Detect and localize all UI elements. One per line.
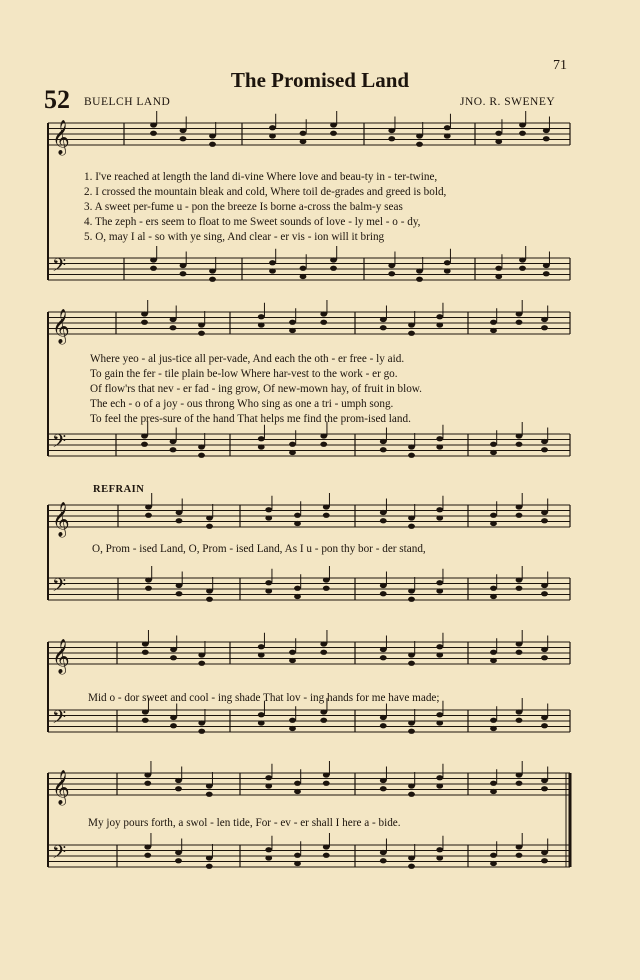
system-3-bass-note	[265, 588, 272, 593]
system-5-treble-note	[294, 789, 301, 794]
system-4-bass-note	[436, 712, 443, 717]
system-5-treble-note	[265, 783, 272, 788]
system-3-treble-note	[380, 518, 387, 523]
verse-5-line-1: 5. O, may I al - so with ye sing, And clear - er vis - ion will it bring	[84, 231, 385, 243]
system-4-treble-note	[380, 647, 387, 652]
system-5-treble-note	[144, 781, 151, 786]
system-4-treble-note	[289, 658, 296, 663]
system-2-treble-note	[408, 322, 415, 327]
system-1-bass-note	[416, 268, 423, 273]
system-2-treble-note	[408, 331, 415, 336]
system-5-bass-note	[380, 850, 387, 855]
system-4-bass-note	[142, 709, 149, 714]
system-5-treble-note	[175, 778, 182, 783]
system-5-bass-note	[516, 844, 523, 849]
system-5-treble-note	[490, 781, 497, 786]
system-4-bass-note	[258, 712, 265, 717]
verse-4-line-2: The ech - o of a joy - ous throng Who sing as one a tri - umph song.	[90, 398, 394, 410]
system-3-bass-note	[541, 583, 548, 588]
system-4-treble-note	[198, 652, 205, 657]
tune-name: BUELCH LAND	[84, 96, 171, 108]
system-5-bass-note	[175, 850, 182, 855]
system-1-treble-note	[300, 139, 307, 144]
system-2-treble-note	[258, 314, 265, 319]
verse-2-line-2: To gain the fer - tile plain be-low Where har-vest to the work - er go.	[90, 368, 398, 380]
system-2-treble-clef-icon: 𝄞	[52, 309, 70, 344]
system-4-bass-note	[408, 720, 415, 725]
system-2-bass-note	[289, 442, 296, 447]
system-3-bass-note	[265, 580, 272, 585]
system-1-bass-note	[388, 271, 395, 276]
system-4-bass-note	[289, 718, 296, 723]
system-4-bass-clef-icon: 𝄢	[52, 707, 67, 733]
system-4-treble-note	[436, 652, 443, 657]
system-4-treble-note	[516, 641, 523, 646]
system-1-treble-note	[416, 133, 423, 138]
system-3-treble-note	[323, 513, 330, 518]
system-1-treble-note	[543, 128, 550, 133]
system-3-treble-note	[206, 515, 213, 520]
system-1-bass-note	[180, 263, 187, 268]
system-3-bass-clef-icon: 𝄢	[52, 575, 67, 601]
system-4-treble-note	[380, 655, 387, 660]
verse-2-line-1: 2. I crossed the mountain bleak and cold, Where toil de-grades and greed is bold,	[84, 186, 447, 198]
system-5-bass-note	[323, 853, 330, 858]
system-5-treble-note	[516, 772, 523, 777]
system-1-treble-note	[150, 131, 157, 136]
system-3-bass-note	[516, 577, 523, 582]
system-2-treble-note	[541, 325, 548, 330]
system-2-treble-note	[289, 320, 296, 325]
system-2-treble-note	[490, 328, 497, 333]
system-3-treble-note	[294, 513, 301, 518]
system-3-treble-clef-icon: 𝄞	[52, 502, 70, 537]
system-2-treble-note	[320, 320, 327, 325]
system-1-bass-note	[519, 257, 526, 262]
system-1-treble-note	[388, 136, 395, 141]
system-1-treble-note	[269, 125, 276, 130]
system-1-bass-note	[150, 266, 157, 271]
system-4-bass-note	[541, 723, 548, 728]
system-2-treble-note	[258, 322, 265, 327]
system-3-bass-note	[408, 597, 415, 602]
system-4-bass-note	[320, 709, 327, 714]
system-2-bass-note	[408, 453, 415, 458]
hymn-number: 52	[44, 85, 70, 114]
system-1-treble-note	[444, 125, 451, 130]
system-3-treble-note	[541, 518, 548, 523]
system-2-treble-note	[541, 317, 548, 322]
system-4-treble-note	[490, 658, 497, 663]
system-2-treble-note	[198, 322, 205, 327]
system-1-bass-note	[150, 257, 157, 262]
system-5-bass-note	[541, 858, 548, 863]
system-2-treble-note	[198, 331, 205, 336]
system-4-treble-note	[170, 647, 177, 652]
system-5-treble-note	[541, 778, 548, 783]
system-2-bass-note	[380, 439, 387, 444]
system-2-bass-note	[170, 447, 177, 452]
system-5-bass-note	[175, 858, 182, 863]
system-3-treble-note	[145, 504, 152, 509]
system-1-treble-note	[180, 136, 187, 141]
system-5-treble-note	[175, 786, 182, 791]
system-3-treble-note	[176, 518, 183, 523]
system-1-treble-clef-icon: 𝄞	[52, 120, 70, 155]
system-5-treble-note	[380, 786, 387, 791]
system-4-treble-note	[320, 650, 327, 655]
system-5-bass-note	[265, 855, 272, 860]
system-1-bass-note	[330, 257, 337, 262]
system-4-treble-note	[320, 641, 327, 646]
system-5-treble-note	[436, 783, 443, 788]
system-1-bass-note	[543, 263, 550, 268]
system-1-treble-note	[495, 131, 502, 136]
system-3-bass-note	[145, 586, 152, 591]
system-5-bass-note	[380, 858, 387, 863]
system-3-bass-note	[408, 588, 415, 593]
system-3-treble-note	[408, 524, 415, 529]
system-2-bass-note	[258, 436, 265, 441]
system-2-bass-note	[436, 444, 443, 449]
system-5-bass-note	[294, 861, 301, 866]
system-2-treble-note	[436, 322, 443, 327]
system-3-treble-note	[294, 521, 301, 526]
system-3-bass-note	[436, 580, 443, 585]
system-1-bass-note	[543, 271, 550, 276]
system-1-bass-note	[388, 263, 395, 268]
system-2-treble-note	[436, 314, 443, 319]
system-3-bass-note	[490, 586, 497, 591]
system-3-treble-note	[516, 504, 523, 509]
system-2-treble-note	[170, 317, 177, 322]
system-2-bass-note	[198, 453, 205, 458]
system-5-bass-note	[541, 850, 548, 855]
system-5-bass-note	[408, 864, 415, 869]
system-3-treble-note	[490, 513, 497, 518]
system-2-bass-note	[141, 433, 148, 438]
system-3-treble-note	[380, 510, 387, 515]
system-2-bass-note	[490, 450, 497, 455]
system-5-bass-note	[144, 853, 151, 858]
verse-1-line-1: 1. I've reached at length the land di-vine Where love and beau-ty in - ter-twine,	[84, 171, 438, 183]
system-4-treble-note	[490, 650, 497, 655]
system-1-bass-note	[209, 277, 216, 282]
system-5-bass-note	[436, 847, 443, 852]
system-3-bass-note	[323, 577, 330, 582]
system-5-treble-note	[436, 775, 443, 780]
system-5-bass-note	[144, 844, 151, 849]
verse-3-line-1: 3. A sweet per-fume u - pon the breeze Is borne a-cross the balm-y seas	[84, 201, 403, 213]
system-2-treble-note	[170, 325, 177, 330]
system-5-treble-note	[541, 786, 548, 791]
system-1-treble-note	[330, 122, 337, 127]
system-4-treble-note	[170, 655, 177, 660]
system-1-bass-note	[209, 268, 216, 273]
system-3-bass-note	[176, 591, 183, 596]
system-2-treble-note	[380, 317, 387, 322]
refrain-line-1: O, Prom - ised Land, O, Prom - ised Land, As I u - pon thy bor - der stand,	[92, 543, 426, 555]
system-3-treble-note	[145, 513, 152, 518]
system-5-treble-note	[490, 789, 497, 794]
system-5-treble-clef-icon: 𝄞	[52, 770, 70, 805]
system-2-bass-note	[408, 444, 415, 449]
system-2-bass-clef-icon: 𝄢	[52, 431, 67, 457]
system-2-bass-note	[541, 439, 548, 444]
system-3-bass-note	[436, 588, 443, 593]
system-3-treble-note	[490, 521, 497, 526]
system-5-bass-note	[265, 847, 272, 852]
refrain-line-2: Mid o - dor sweet and cool - ing shade That lov - ing hands for me have made;	[88, 692, 440, 704]
system-5-treble-note	[408, 783, 415, 788]
system-4-treble-note	[436, 644, 443, 649]
system-4-bass-note	[380, 723, 387, 728]
verse-4-line-1: 4. The zeph - ers seem to float to me Sweet sounds of love - ly mel - o - dy,	[84, 216, 421, 228]
system-1-bass-note	[416, 277, 423, 282]
system-5-bass-note	[490, 853, 497, 858]
system-1-treble-note	[388, 128, 395, 133]
verse-1-line-2: Where yeo - al jus-tice all per-vade, And each the oth - er free - ly aid.	[90, 353, 405, 365]
system-1-treble-note	[209, 133, 216, 138]
system-2-treble-note	[289, 328, 296, 333]
system-2-treble-note	[380, 325, 387, 330]
system-4-bass-note	[142, 718, 149, 723]
system-1-bass-note	[269, 260, 276, 265]
system-3-treble-note	[265, 515, 272, 520]
system-4-treble-note	[516, 650, 523, 655]
system-4-bass-note	[198, 729, 205, 734]
system-3-bass-note	[380, 583, 387, 588]
system-4-bass-note	[170, 715, 177, 720]
system-1-treble-note	[330, 131, 337, 136]
system-4-bass-note	[490, 726, 497, 731]
system-1-treble-note	[416, 142, 423, 147]
system-1-bass-note	[300, 266, 307, 271]
system-4-bass-note	[258, 720, 265, 725]
system-5-bass-note	[436, 855, 443, 860]
system-5-treble-note	[408, 792, 415, 797]
system-5-bass-note	[490, 861, 497, 866]
system-5-treble-note	[294, 781, 301, 786]
system-2-bass-note	[516, 433, 523, 438]
system-2-bass-note	[170, 439, 177, 444]
system-4-bass-note	[490, 718, 497, 723]
composer-credit: JNO. R. SWENEY	[460, 96, 556, 108]
system-3-bass-note	[294, 594, 301, 599]
system-3-bass-note	[516, 586, 523, 591]
system-1-treble-note	[543, 136, 550, 141]
system-3-treble-note	[265, 507, 272, 512]
system-3-bass-note	[206, 597, 213, 602]
system-3-bass-note	[145, 577, 152, 582]
verse-3-line-2: Of flow'rs that nev - er fad - ing grow, Of new-mown hay, of fruit in blow.	[90, 383, 422, 395]
system-5-treble-note	[144, 772, 151, 777]
system-2-bass-note	[289, 450, 296, 455]
system-2-treble-note	[320, 311, 327, 316]
system-2-treble-note	[516, 311, 523, 316]
system-2-bass-note	[320, 433, 327, 438]
system-2-treble-note	[141, 311, 148, 316]
system-2-treble-note	[141, 320, 148, 325]
system-3-treble-note	[516, 513, 523, 518]
refrain-label: REFRAIN	[93, 484, 145, 495]
system-3-treble-note	[408, 515, 415, 520]
system-1-bass-note	[269, 268, 276, 273]
system-2-bass-note	[436, 436, 443, 441]
system-4-bass-note	[408, 729, 415, 734]
system-3-treble-note	[436, 507, 443, 512]
system-3-treble-note	[176, 510, 183, 515]
system-1-treble-note	[269, 133, 276, 138]
system-4-treble-note	[258, 652, 265, 657]
system-4-treble-note	[541, 655, 548, 660]
system-2-bass-note	[141, 442, 148, 447]
system-1-bass-note	[495, 266, 502, 271]
system-2-treble-note	[490, 320, 497, 325]
system-5-bass-note	[408, 855, 415, 860]
system-3-treble-note	[323, 504, 330, 509]
system-5-bass-note	[323, 844, 330, 849]
system-1-bass-note	[444, 260, 451, 265]
system-4-treble-note	[541, 647, 548, 652]
system-3-treble-note	[436, 515, 443, 520]
system-4-treble-note	[408, 661, 415, 666]
system-3-bass-note	[323, 586, 330, 591]
system-2-bass-note	[516, 442, 523, 447]
system-5-treble-note	[206, 783, 213, 788]
system-1-treble-note	[150, 122, 157, 127]
system-1-treble-note	[444, 133, 451, 138]
system-4-treble-note	[142, 650, 149, 655]
system-4-bass-note	[320, 718, 327, 723]
system-5-treble-note	[265, 775, 272, 780]
system-3-bass-note	[541, 591, 548, 596]
system-4-bass-note	[516, 718, 523, 723]
system-3-bass-note	[294, 586, 301, 591]
system-4-bass-note	[380, 715, 387, 720]
system-1-treble-note	[495, 139, 502, 144]
system-2-bass-note	[258, 444, 265, 449]
system-4-treble-note	[198, 661, 205, 666]
system-2-bass-note	[541, 447, 548, 452]
system-1-treble-note	[300, 131, 307, 136]
system-4-bass-note	[436, 720, 443, 725]
system-1-bass-note	[495, 274, 502, 279]
system-5-bass-note	[294, 853, 301, 858]
verse-5-line-2: To feel the pres-sure of the hand That helps me find the prom-ised land.	[90, 413, 411, 425]
system-3-bass-note	[206, 588, 213, 593]
system-3-treble-note	[541, 510, 548, 515]
system-5-treble-note	[516, 781, 523, 786]
system-5-treble-note	[323, 781, 330, 786]
system-2-bass-note	[198, 444, 205, 449]
system-1-bass-note	[300, 274, 307, 279]
system-1-bass-note	[330, 266, 337, 271]
system-1-treble-note	[209, 142, 216, 147]
system-4-treble-clef-icon: 𝄞	[52, 639, 70, 674]
hymn-title: The Promised Land	[230, 68, 410, 92]
system-2-treble-note	[516, 320, 523, 325]
system-3-treble-note	[206, 524, 213, 529]
system-5-bass-clef-icon: 𝄢	[52, 842, 67, 868]
page-number: 71	[553, 58, 567, 73]
system-1-bass-clef-icon: 𝄢	[52, 255, 67, 281]
system-4-bass-note	[170, 723, 177, 728]
system-4-treble-note	[142, 641, 149, 646]
system-5-treble-note	[323, 772, 330, 777]
system-1-bass-note	[519, 266, 526, 271]
system-5-bass-note	[206, 855, 213, 860]
refrain-line-3: My joy pours forth, a swol - len tide, For - ev - er shall I here a - bide.	[88, 817, 401, 829]
system-2-bass-note	[380, 447, 387, 452]
system-3-bass-note	[176, 583, 183, 588]
system-1-bass-note	[444, 268, 451, 273]
system-5-treble-note	[206, 792, 213, 797]
system-4-bass-note	[198, 720, 205, 725]
system-1-treble-note	[180, 128, 187, 133]
system-5-treble-note	[380, 778, 387, 783]
system-2-bass-note	[490, 442, 497, 447]
system-4-bass-note	[541, 715, 548, 720]
system-3-bass-note	[490, 594, 497, 599]
system-4-treble-note	[258, 644, 265, 649]
system-1-bass-note	[180, 271, 187, 276]
system-4-treble-note	[408, 652, 415, 657]
system-4-bass-note	[289, 726, 296, 731]
system-5-bass-note	[206, 864, 213, 869]
system-1-treble-note	[519, 131, 526, 136]
system-1-treble-note	[519, 122, 526, 127]
system-4-bass-note	[516, 709, 523, 714]
system-4-treble-note	[289, 650, 296, 655]
system-5-bass-note	[516, 853, 523, 858]
system-2-bass-note	[320, 442, 327, 447]
system-3-bass-note	[380, 591, 387, 596]
